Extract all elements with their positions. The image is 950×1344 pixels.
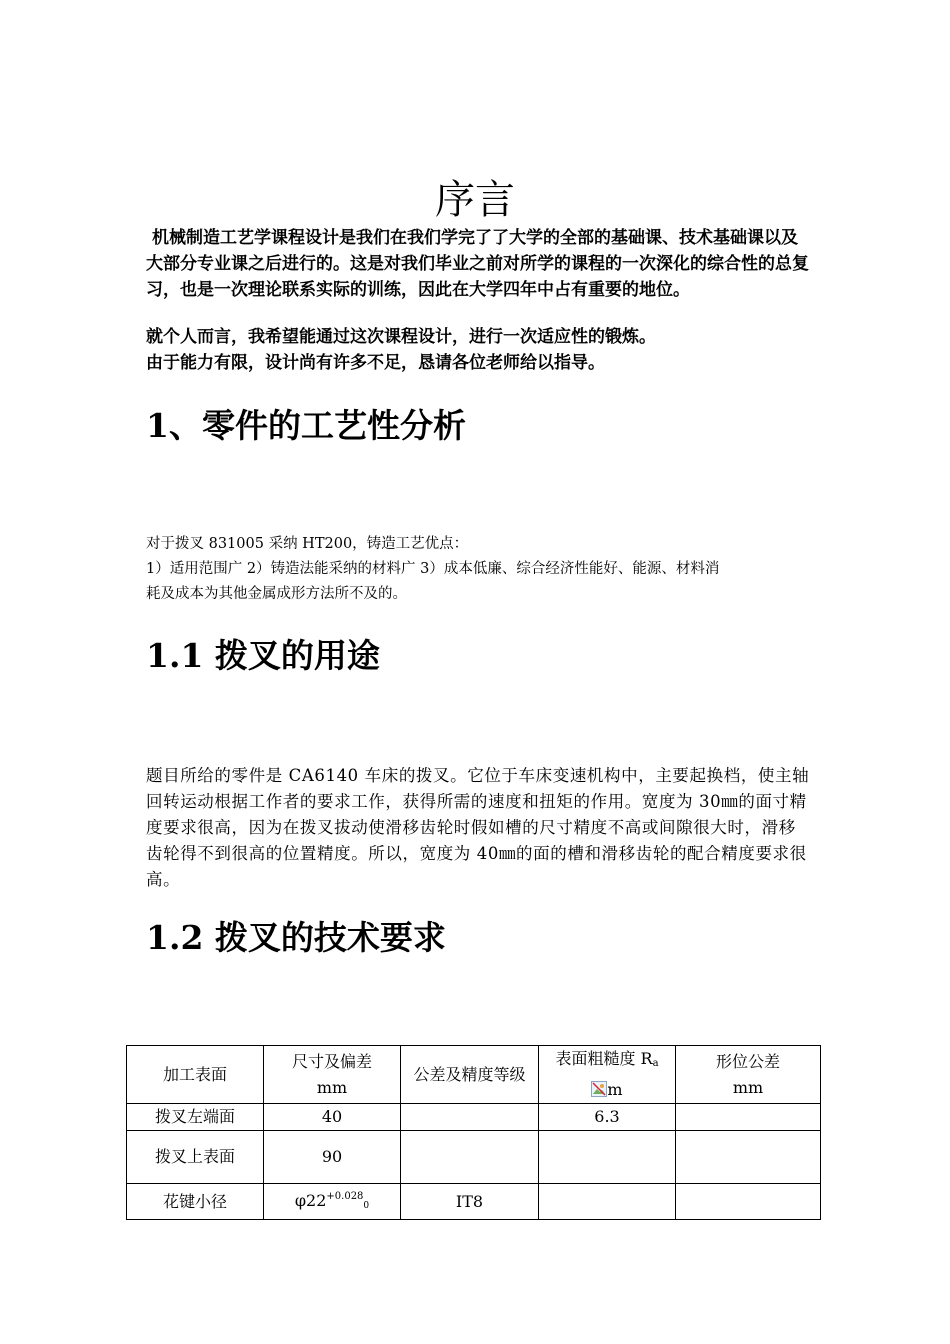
- header-tolerance: 公差及精度等级: [401, 1046, 539, 1104]
- cell-tolerance: [401, 1104, 539, 1131]
- section-1-line-1: 对于拨叉 831005 采纳 HT200，铸造工艺优点：: [146, 536, 469, 552]
- header-roughness-label: 表面粗糙度 R: [555, 1049, 653, 1068]
- section-1-line-2: 1）适用范围广 2）铸造法能采纳的材料广 3）成本低廉、综合经济性能好、能源、材料消: [146, 561, 720, 577]
- section-1-line-3: 耗及成本为其他金属成形方法所不及的。: [146, 586, 407, 602]
- preface-paragraph-1: 机械制造工艺学课程设计是我们在我们学完了了大学的全部的基础课、技术基础课以及大部分专业课之后进行的。这是对我们毕业之前对所学的课程的一次深化的综合性的总复习，也是一次理论联系实际的训练，因此在大学四年中占有重要的地位。: [146, 228, 809, 300]
- table-row: [127, 1104, 821, 1131]
- cell-size-upper: +0.028: [326, 1191, 364, 1202]
- table-row: [127, 1131, 821, 1184]
- header-form-unit: mm: [732, 1077, 764, 1097]
- cell-form: [676, 1184, 821, 1220]
- section-1-2-heading: 1.2 拨叉的技术要求: [146, 918, 446, 957]
- cell-size: 40: [264, 1104, 401, 1131]
- cell-size-lower: 0: [363, 1201, 370, 1211]
- cell-tolerance: [401, 1131, 539, 1184]
- cell-size: 90: [264, 1131, 401, 1184]
- cell-form: [676, 1131, 821, 1184]
- broken-image-icon: [591, 1079, 607, 1095]
- cell-tolerance: IT8: [401, 1184, 539, 1220]
- preface-paragraph-3: 由于能力有限，设计尚有许多不足，恳请各位老师给以指导。: [146, 353, 605, 373]
- header-surface: 加工表面: [127, 1046, 264, 1104]
- preface-paragraph-2: 就个人而言，我希望能通过这次课程设计，进行一次适应性的锻炼。: [146, 327, 656, 347]
- section-1-1-heading: 1.1 拨叉的用途: [146, 636, 380, 675]
- section-1-heading: 1、零件的工艺性分析: [146, 406, 466, 445]
- cell-roughness: 6.3: [539, 1104, 676, 1131]
- cell-surface: 花键小径: [127, 1184, 264, 1220]
- table-row: [127, 1184, 821, 1220]
- header-form: [676, 1046, 821, 1104]
- header-size: [264, 1046, 401, 1104]
- cell-form: [676, 1104, 821, 1131]
- page-title: 序言: [435, 177, 515, 223]
- technical-requirements-table: [126, 1045, 821, 1220]
- header-size-label: 尺寸及偏差: [291, 1051, 372, 1071]
- header-roughness: [539, 1046, 676, 1104]
- cell-roughness: [539, 1131, 676, 1184]
- cell-surface: 拨叉上表面: [127, 1131, 264, 1184]
- header-form-label: 形位公差: [715, 1051, 780, 1071]
- table-header-row: [127, 1046, 821, 1104]
- header-roughness-sub: a: [652, 1058, 659, 1069]
- cell-roughness: [539, 1184, 676, 1220]
- cell-surface: 拨叉左端面: [127, 1104, 264, 1131]
- section-1-1-paragraph: 题目所给的零件是 CA6140 车床的拨叉。它位于车床变速机构中，主要起换档，使主轴回转运动根据工作者的要求工作，获得所需的速度和扭矩的作用。宽度为 30㎜的面寸精度要求很高，因为在拨叉拔动使滑移齿轮时假如槽的尺寸精度不高或间隙很大时，滑移齿轮得不到很高的位置精度。所以，宽度为 40㎜的面的槽和滑移齿轮的配合精度要求很高。: [146, 766, 810, 889]
- cell-size: [264, 1184, 401, 1220]
- header-roughness-unit: m: [607, 1080, 623, 1099]
- cell-size-base: φ22: [294, 1191, 327, 1210]
- header-size-unit: mm: [316, 1077, 348, 1097]
